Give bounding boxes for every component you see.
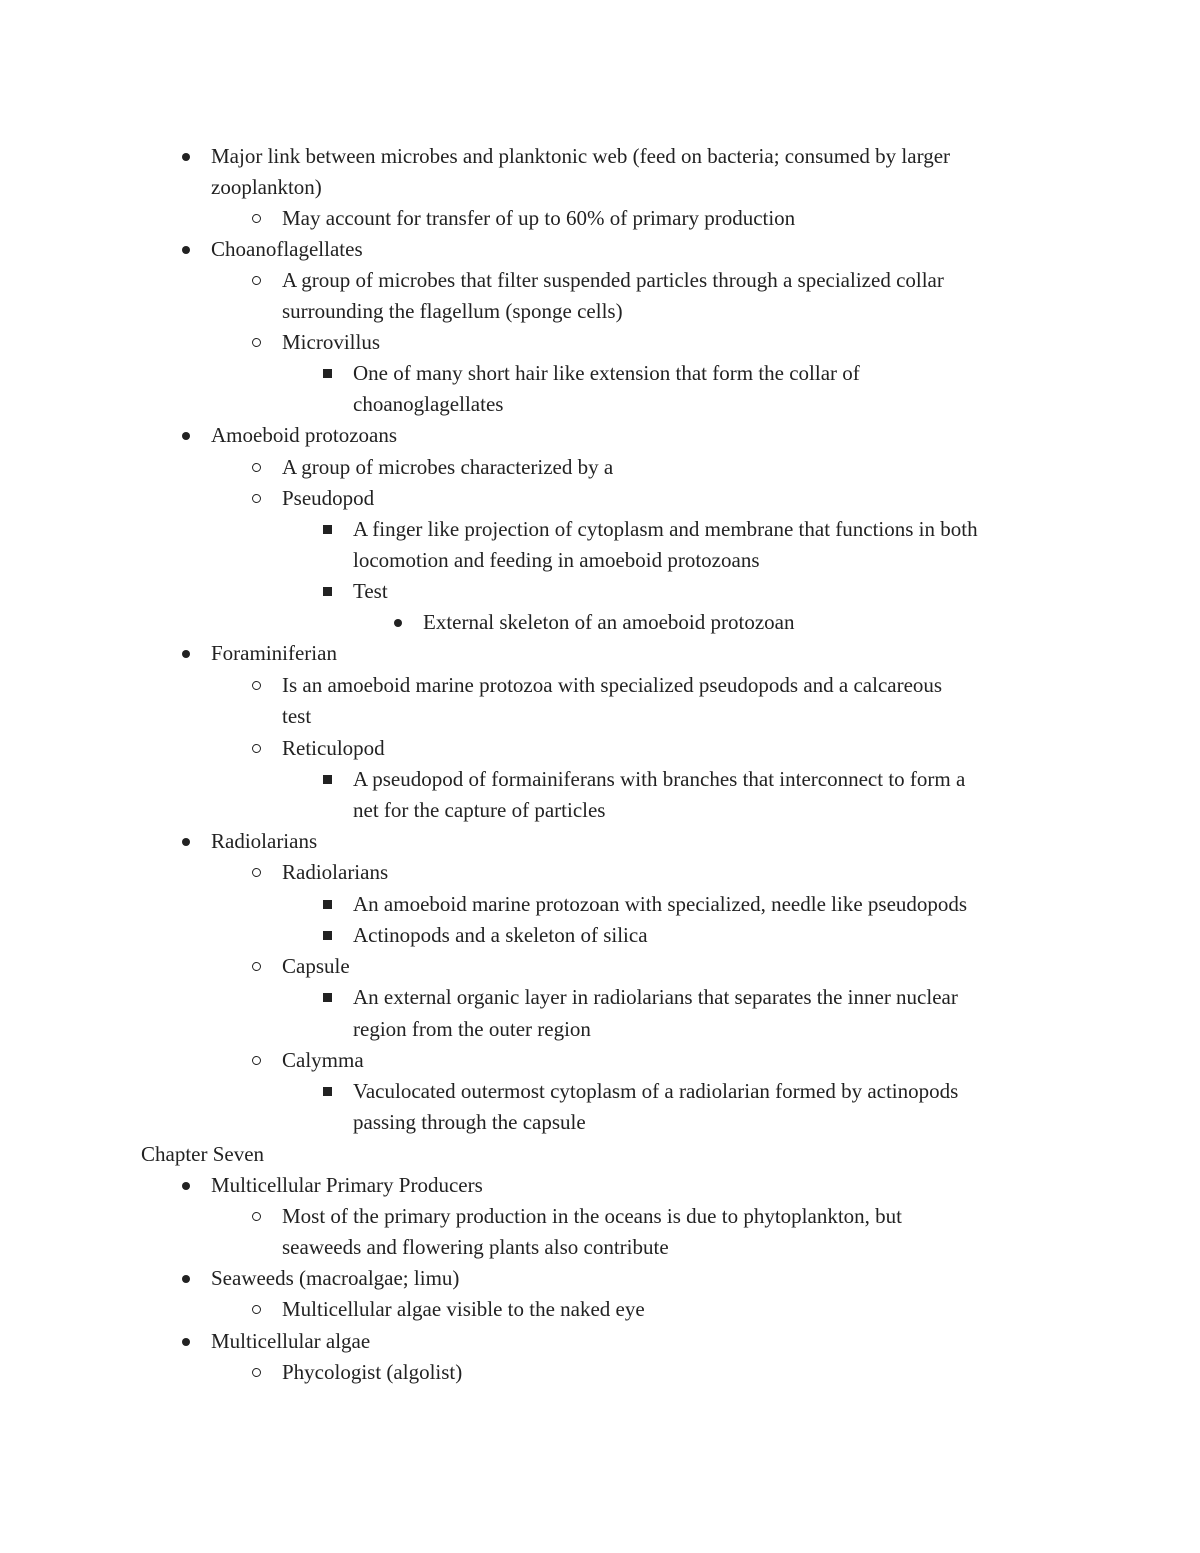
- hollow-bullet-icon: [247, 733, 267, 764]
- filled-bullet-icon: [176, 1170, 196, 1201]
- square-bullet-icon: [318, 982, 338, 1013]
- square-bullet-icon: [318, 514, 338, 545]
- hollow-bullet-icon: [247, 327, 267, 358]
- filled-bullet-icon: [176, 826, 196, 857]
- hollow-bullet-icon: [247, 1357, 267, 1388]
- filled-bullet-icon: [176, 1326, 196, 1357]
- hollow-bullet-icon: [247, 670, 267, 701]
- hollow-bullet-icon: [247, 483, 267, 514]
- filled-bullet-icon: [176, 234, 196, 265]
- filled-bullet-icon: [176, 638, 196, 669]
- square-bullet-icon: [318, 889, 338, 920]
- square-bullet-icon: [318, 1076, 338, 1107]
- hollow-bullet-icon: [247, 857, 267, 888]
- hollow-bullet-icon: [247, 1294, 267, 1325]
- document-page: Major link between microbes and planktonic web (feed on bacteria; consumed by larger zooplankton) May account for transfer of up to 60% of primary production Choanoflagellates A group of microbes that filter suspended particles through a specialized collar surrounding the flagellum (sponge cells) Microvillus One of many short hair like extension that form the collar of choanoglagellates Amoeboid protozoans A group of microbes characterized by a Pseudopod A finger like projection of cytoplasm and membrane that functions in both locomotion and feeding in amoeboid protozoans Test External skeleton of an amoeboid protozoan Foraminiferian Is an amoeboid marine protozoa with specialized pseudopods and a calcareous test Reticulopod A pseudopod of formainiferans with branches that interconnect to form a net for the capture of particles Radiolarians Radiolarians An amoeboid marine protozoan with specialized, needle like pseudopods Actinopods and a skeleton of silica Capsule An external organic layer in radiolarians that separates the inner nuclear region from the outer region Calymma Vaculocated outermost cytoplasm of a radiolarian formed by actinopods passing through the capsule Chapter Seven Multicellular Primary Producers Most of the primary production in the oceans is due to phytoplankton, but seaweeds and flowering plants also contribute Seaweeds (macroalgae; limu) Multicellular algae visible to the naked eye Multicellular algae Phycologist (algolist): [0, 0, 1200, 1553]
- hollow-bullet-icon: [247, 265, 267, 296]
- hollow-bullet-icon: [247, 1045, 267, 1076]
- square-bullet-icon: [318, 764, 338, 795]
- filled-bullet-icon: [176, 1263, 196, 1294]
- hollow-bullet-icon: [247, 203, 267, 234]
- filled-bullet-icon: [176, 420, 196, 451]
- square-bullet-icon: [318, 576, 338, 607]
- hollow-bullet-icon: [247, 1201, 267, 1232]
- filled-bullet-icon: [388, 607, 408, 638]
- square-bullet-icon: [318, 920, 338, 951]
- square-bullet-icon: [318, 358, 338, 389]
- hollow-bullet-icon: [247, 951, 267, 982]
- filled-bullet-icon: [176, 141, 196, 172]
- hollow-bullet-icon: [247, 452, 267, 483]
